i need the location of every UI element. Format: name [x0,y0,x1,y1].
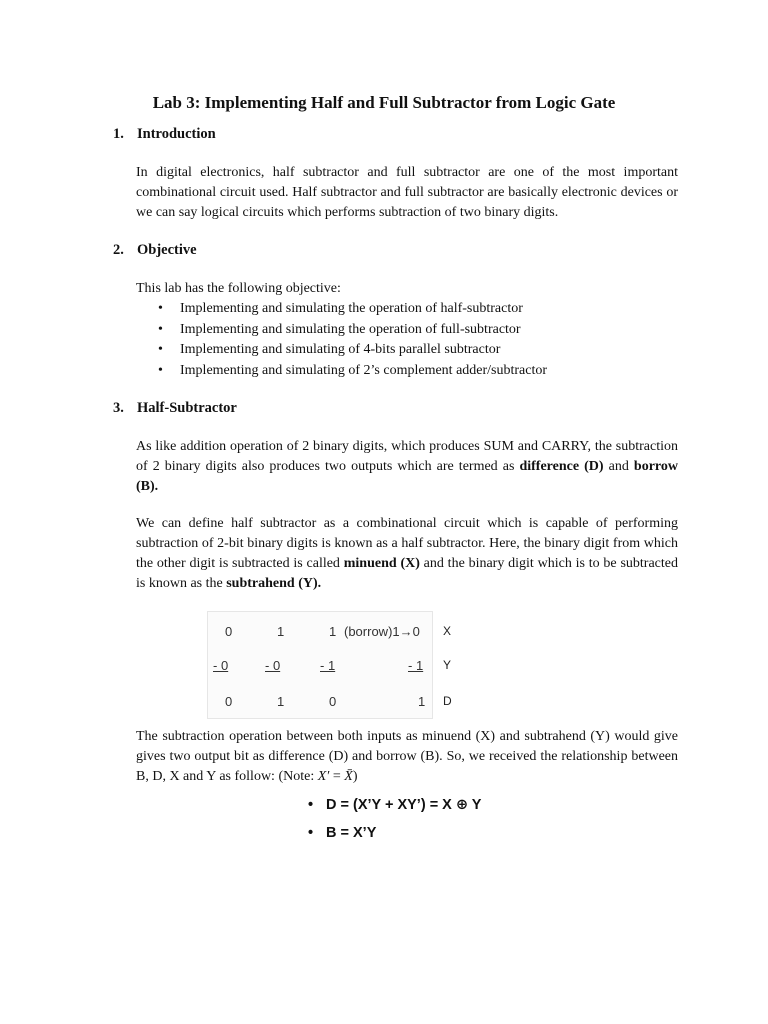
figure-cell: 1 [329,624,337,639]
document-title: Lab 3: Implementing Half and Full Subtractor from Logic Gate [152,93,616,112]
math-equals: = [329,769,345,784]
section-title: Half-Subtractor [137,400,237,416]
half-subtractor-paragraph-1 [136,437,678,497]
math-x-bar: X̄ [344,769,353,784]
section-number: 3. [113,400,124,416]
objective-list [136,299,696,381]
formula-list [308,795,481,851]
figure-cell: 0 [329,694,337,709]
section-number: 1. [113,126,124,142]
section-heading-half-subtractor [113,400,237,417]
figure-label-y: Y [443,658,452,672]
figure-cell: (borrow)1→0 [344,624,420,639]
text-run: The subtraction operation between both inputs as minuend (X) and subtrahend (Y) would give gives two output bit as difference (D) and borrow (B). So, we received the relationship between B, D, X and Y as follow: (Note: [136,729,678,784]
figure-cell: - 0 [213,658,229,673]
figure-cell: 1 [277,694,285,709]
half-subtractor-paragraph-3 [136,727,678,787]
figure-cell: 1 [418,694,426,709]
objective-intro: This lab has the following objective: [136,281,341,296]
list-item: • Implementing and simulating the operation of full-subtractor [136,320,696,341]
formula-borrow: • B = X’Y [308,823,481,851]
text-run: We can define half subtractor as a combinational circuit which is capable of performing subtraction of 2-bit binary digits is known as a half subtractor. Here, the binary digit from which the other digit is subtracted is called [136,516,678,571]
formula-difference: • D = (X’Y + XY’) = X ⊕ Y [308,795,481,823]
text-run: and the binary digit which is to be subtracted is known as the [136,556,678,591]
figure-cell: 0 [225,624,233,639]
bold-term-subtrahend: subtrahend (Y). [226,576,322,591]
bold-term-minuend: minuend (X) [343,556,420,571]
section-heading-introduction [113,126,216,143]
text-run: As like addition operation of 2 binary digits, which produces SUM and CARRY, the subtraction of 2 binary digits also produces two outputs which are termed as [136,439,678,474]
figure-label-x: X [443,624,452,638]
bold-term-difference: difference (D) [519,459,604,474]
figure-cell: 1 [277,624,285,639]
text-run: ) [352,769,358,784]
math-x-prime: X′ [317,769,330,784]
list-item: • Implementing and simulating the operation of half-subtractor [136,299,696,320]
section-title: Introduction [137,126,216,142]
section-title: Objective [137,242,197,258]
subtraction-example-figure [207,611,433,719]
text-run: and [603,459,634,474]
section-number: 2. [113,242,124,258]
introduction-paragraph: In digital electronics, half subtractor and full subtractor are one of the most important combinational circuit used. Half subtractor and full subtractor are basically electronic devices or we can say logical circuits which performs subtraction of two binary digits. [136,165,678,220]
figure-label-d: D [443,694,452,708]
figure-cell: - 1 [408,658,424,673]
figure-cell: - 0 [265,658,281,673]
list-item: • Implementing and simulating of 2’s complement adder/subtractor [136,361,696,382]
section-heading-objective [113,242,197,259]
half-subtractor-paragraph-2 [136,514,678,594]
figure-cell: - 1 [320,658,336,673]
list-item: • Implementing and simulating of 4-bits parallel subtractor [136,340,696,361]
figure-cell: 0 [225,694,233,709]
bold-term-borrow: borrow (B). [136,459,678,494]
